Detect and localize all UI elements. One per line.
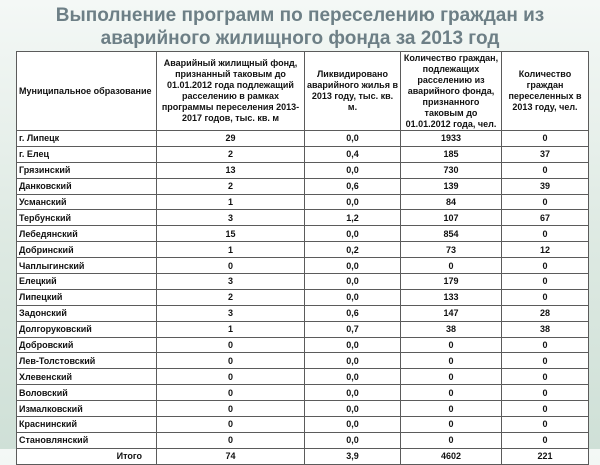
to-resettle-cell: 185 [401,146,502,162]
resettlement-table [16,51,589,465]
to-resettle-cell: 730 [401,162,502,178]
emergency-fund-cell: 0 [157,353,305,369]
municipality-cell: Долгоруковский [17,321,157,337]
liquidated-cell: 0,0 [305,289,401,305]
table-row [17,178,589,194]
liquidated-cell: 0,0 [305,226,401,242]
table-row [17,337,589,353]
table-row [17,385,589,401]
emergency-fund-cell: 0 [157,258,305,274]
resettled-cell: 0 [502,258,589,274]
liquidated-cell: 0,2 [305,242,401,258]
table-row [17,321,589,337]
resettled-cell: 67 [502,210,589,226]
emergency-fund-cell: 0 [157,401,305,417]
to-resettle-cell: 4602 [401,448,502,464]
emergency-fund-cell: 3 [157,274,305,290]
table-row [17,353,589,369]
total-row [17,448,589,464]
resettled-cell: 0 [502,274,589,290]
emergency-fund-cell: 0 [157,369,305,385]
resettled-cell: 28 [502,305,589,321]
municipality-cell: г. Липецк [17,131,157,147]
table-row [17,242,589,258]
liquidated-cell: 1,2 [305,210,401,226]
liquidated-cell: 0,0 [305,337,401,353]
resettled-cell: 0 [502,131,589,147]
emergency-fund-cell: 1 [157,194,305,210]
to-resettle-cell: 1933 [401,131,502,147]
table-row [17,258,589,274]
to-resettle-cell: 0 [401,353,502,369]
table-header-row [17,52,589,131]
column-header-citizens-resettled: Количество граждан переселенных в 2013 году, чел. [502,52,589,131]
municipality-cell: Чаплыгинский [17,258,157,274]
resettled-cell: 221 [502,448,589,464]
emergency-fund-cell: 0 [157,417,305,433]
to-resettle-cell: 0 [401,401,502,417]
municipality-cell: Лебедянский [17,226,157,242]
emergency-fund-cell: 1 [157,321,305,337]
municipality-cell: Хлевенский [17,369,157,385]
to-resettle-cell: 0 [401,385,502,401]
resettled-cell: 0 [502,337,589,353]
liquidated-cell: 0,7 [305,321,401,337]
emergency-fund-cell: 2 [157,289,305,305]
emergency-fund-cell: 2 [157,178,305,194]
emergency-fund-cell: 3 [157,210,305,226]
liquidated-cell: 0,0 [305,131,401,147]
table-row [17,289,589,305]
liquidated-cell: 0,0 [305,369,401,385]
municipality-cell: Становлянский [17,432,157,448]
municipality-cell: Данковский [17,178,157,194]
resettled-cell: 0 [502,353,589,369]
liquidated-cell: 0,0 [305,401,401,417]
page-title: Выполнение программ по переселению граждан из аварийного жилищного фонда за 2013 год [55,5,545,49]
emergency-fund-cell: 74 [157,448,305,464]
table-row [17,162,589,178]
table-row [17,210,589,226]
to-resettle-cell: 0 [401,258,502,274]
liquidated-cell: 0,0 [305,432,401,448]
resettled-cell: 0 [502,385,589,401]
to-resettle-cell: 147 [401,305,502,321]
emergency-fund-cell: 13 [157,162,305,178]
to-resettle-cell: 0 [401,369,502,385]
to-resettle-cell: 854 [401,226,502,242]
emergency-fund-cell: 2 [157,146,305,162]
emergency-fund-cell: 0 [157,337,305,353]
to-resettle-cell: 73 [401,242,502,258]
table-row [17,226,589,242]
municipality-cell: Усманский [17,194,157,210]
resettled-cell: 0 [502,401,589,417]
liquidated-cell: 0,0 [305,258,401,274]
emergency-fund-cell: 0 [157,432,305,448]
to-resettle-cell: 107 [401,210,502,226]
municipality-cell: Измалковский [17,401,157,417]
liquidated-cell: 3,9 [305,448,401,464]
liquidated-cell: 0,0 [305,162,401,178]
column-header-citizens-to-resettle: Количество граждан, подлежащих расселению из аварийного фонда, признанного таковым до 01.01.2012 года, чел. [401,52,502,131]
table-row [17,305,589,321]
to-resettle-cell: 0 [401,417,502,433]
municipality-cell: г. Елец [17,146,157,162]
emergency-fund-cell: 29 [157,131,305,147]
municipality-cell: Воловский [17,385,157,401]
emergency-fund-cell: 0 [157,385,305,401]
municipality-cell: Краснинский [17,417,157,433]
table-row [17,131,589,147]
municipality-cell: Грязинский [17,162,157,178]
table-row [17,369,589,385]
resettled-cell: 39 [502,178,589,194]
table-row [17,432,589,448]
emergency-fund-cell: 3 [157,305,305,321]
resettled-cell: 0 [502,432,589,448]
liquidated-cell: 0,0 [305,194,401,210]
to-resettle-cell: 133 [401,289,502,305]
column-header-liquidated: Ликвидировано аварийного жилья в 2013 году, тыс. кв. м. [305,52,401,131]
liquidated-cell: 0,0 [305,274,401,290]
column-header-emergency-fund: Аварийный жилищный фонд, признанный таковым до 01.01.2012 года подлежащий расселению в рамках программы переселения 2013-2017 годов, тыс. кв. м [157,52,305,131]
municipality-cell: Добровский [17,337,157,353]
municipality-cell: Добринский [17,242,157,258]
resettled-cell: 0 [502,417,589,433]
table-row [17,146,589,162]
table-row [17,417,589,433]
table-body [17,131,589,465]
resettled-cell: 12 [502,242,589,258]
emergency-fund-cell: 1 [157,242,305,258]
resettled-cell: 38 [502,321,589,337]
resettled-cell: 37 [502,146,589,162]
municipality-cell: Елецкий [17,274,157,290]
liquidated-cell: 0,6 [305,305,401,321]
to-resettle-cell: 84 [401,194,502,210]
liquidated-cell: 0,0 [305,385,401,401]
municipality-cell: Липецкий [17,289,157,305]
resettled-cell: 0 [502,162,589,178]
emergency-fund-cell: 15 [157,226,305,242]
liquidated-cell: 0,4 [305,146,401,162]
table-row [17,194,589,210]
resettled-cell: 0 [502,194,589,210]
municipality-cell: Лев-Толстовский [17,353,157,369]
liquidated-cell: 0,0 [305,353,401,369]
to-resettle-cell: 139 [401,178,502,194]
municipality-cell: Тербунский [17,210,157,226]
to-resettle-cell: 0 [401,432,502,448]
column-header-municipality: Муниципальное образование [17,52,157,131]
liquidated-cell: 0,0 [305,417,401,433]
liquidated-cell: 0,6 [305,178,401,194]
to-resettle-cell: 0 [401,337,502,353]
table-row [17,401,589,417]
to-resettle-cell: 38 [401,321,502,337]
municipality-cell: Задонский [17,305,157,321]
table-row [17,274,589,290]
resettled-cell: 0 [502,369,589,385]
resettled-cell: 0 [502,289,589,305]
resettled-cell: 0 [502,226,589,242]
to-resettle-cell: 179 [401,274,502,290]
municipality-cell: Итого [17,448,157,464]
